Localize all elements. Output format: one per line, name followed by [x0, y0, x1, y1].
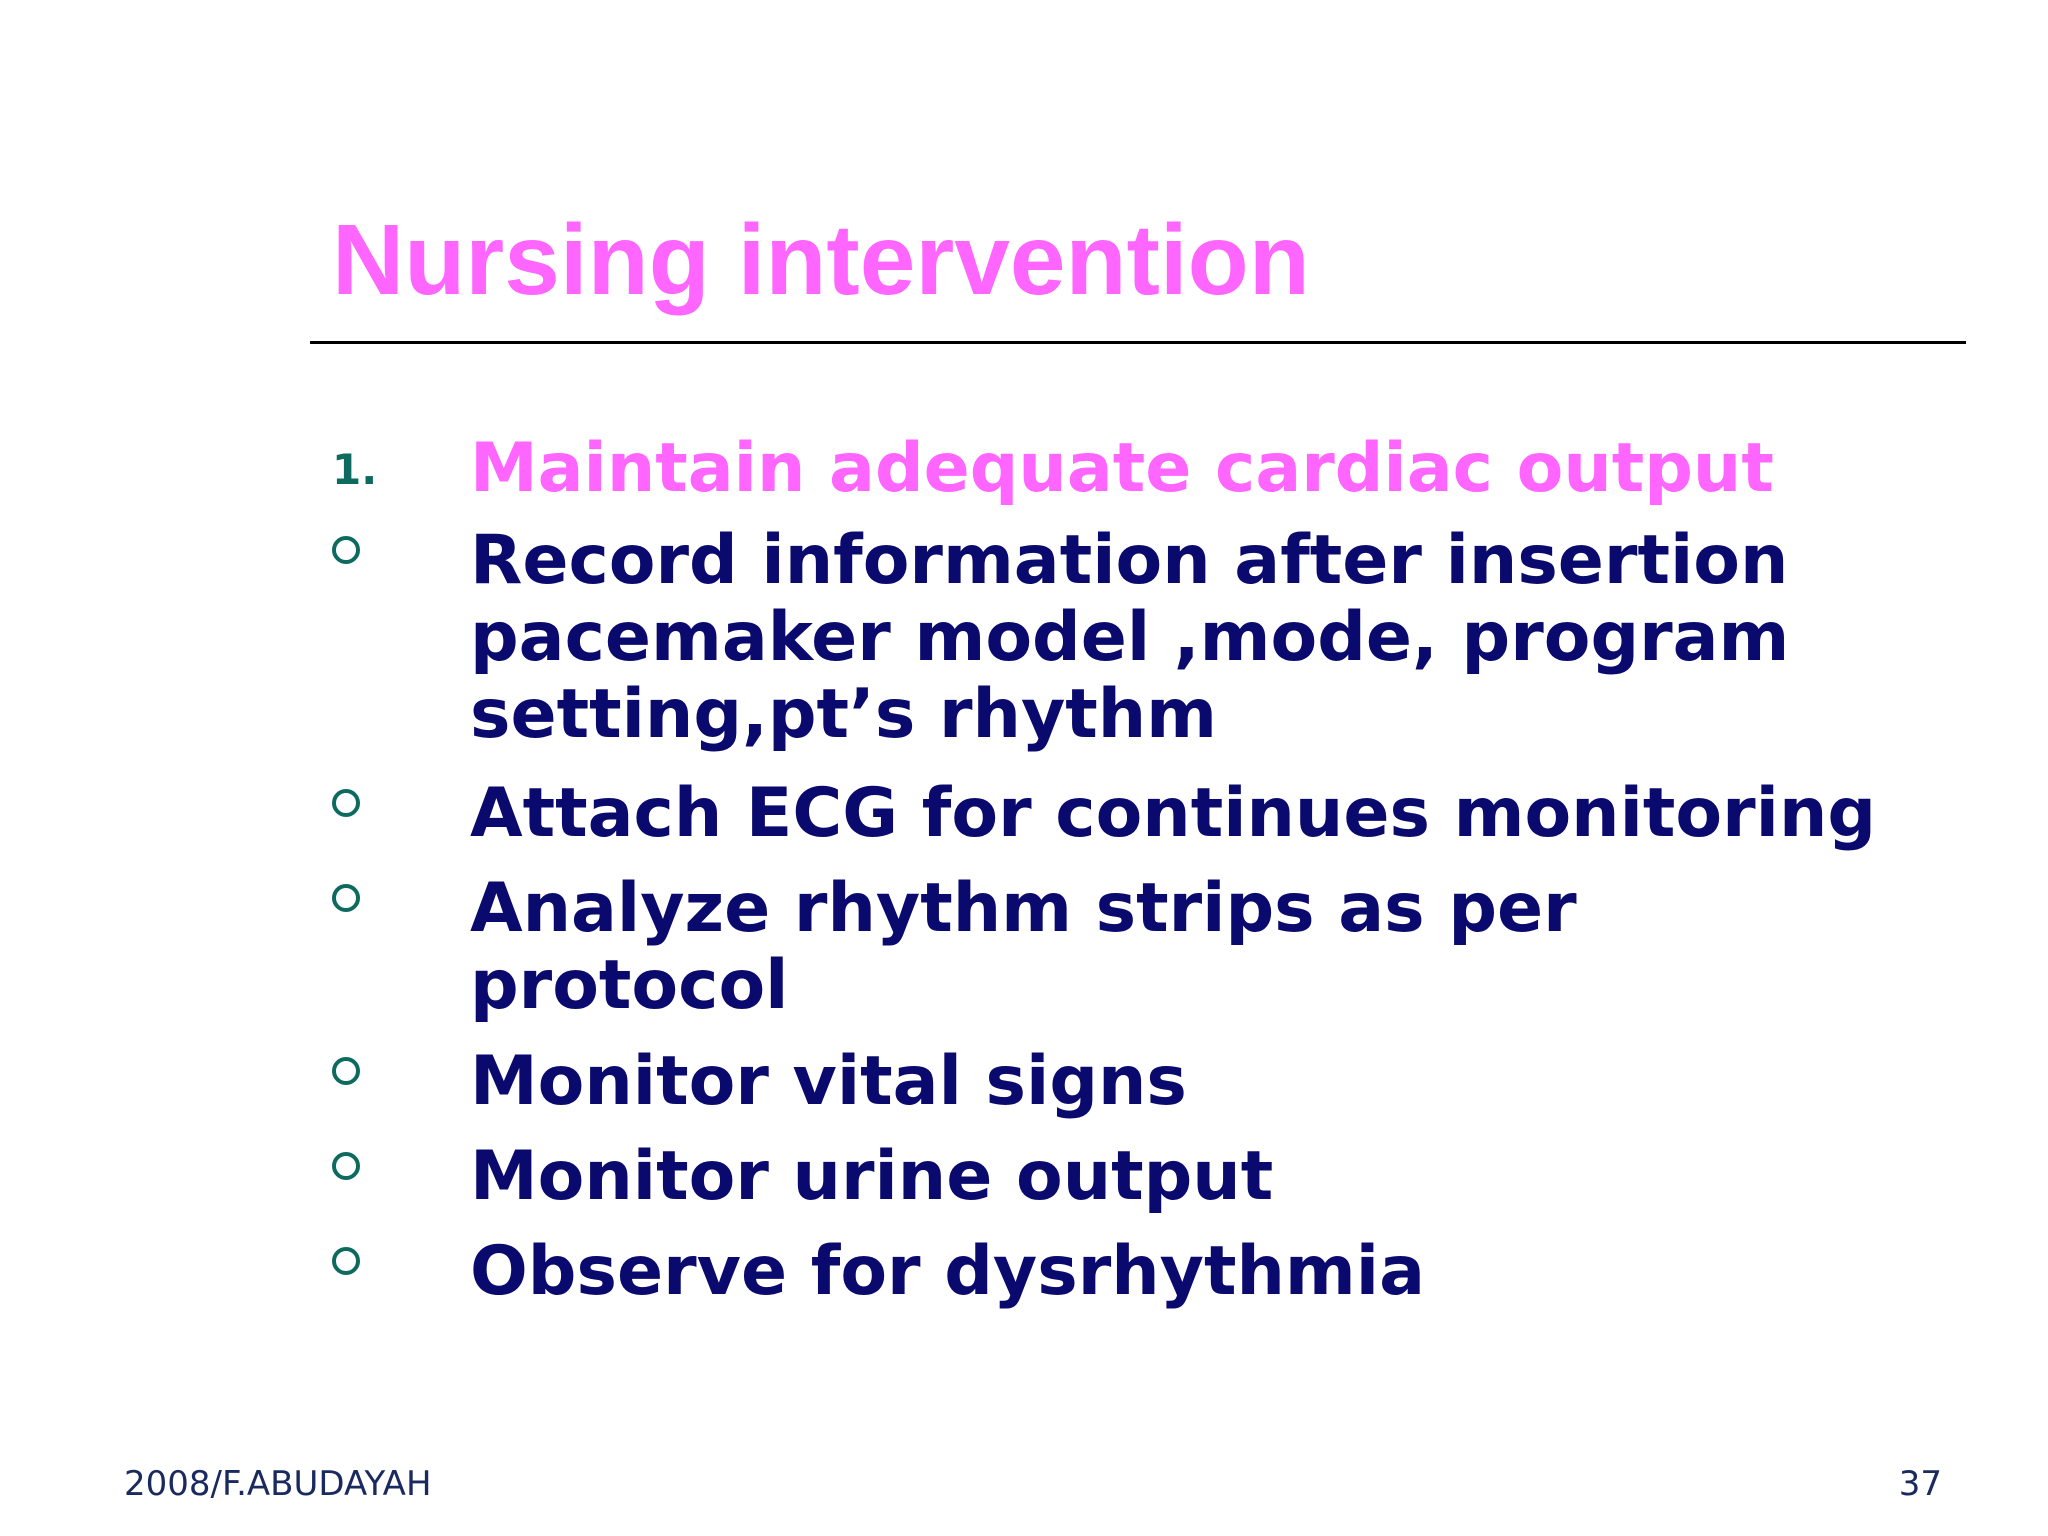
section-heading: Maintain adequate cardiac output	[470, 429, 1774, 508]
page-number: 37	[1898, 1464, 1942, 1504]
list-item-text: Attach ECG for continues monitoring	[470, 774, 1877, 853]
list-item-text: Record information after insertion pacemaker model ,mode, program setting,pt’s rhythm	[470, 521, 1790, 754]
circle-bullet-icon	[332, 884, 360, 912]
circle-bullet-icon	[332, 1057, 360, 1085]
list-item-text: Analyze rhythm strips as per protocol	[470, 869, 1577, 1025]
list-item-text: Monitor vital signs	[470, 1042, 1187, 1121]
title-divider	[310, 341, 1966, 344]
circle-bullet-icon	[332, 1152, 360, 1180]
list-item-text: Observe for dysrhythmia	[470, 1232, 1425, 1311]
slide-title: Nursing intervention	[332, 204, 1310, 316]
circle-bullet-icon	[332, 536, 360, 564]
list-number: 1.	[332, 445, 378, 494]
circle-bullet-icon	[332, 789, 360, 817]
list-item-text: Monitor urine output	[470, 1137, 1274, 1216]
circle-bullet-icon	[332, 1247, 360, 1275]
footer-author: 2008/F.ABUDAYAH	[124, 1464, 432, 1504]
